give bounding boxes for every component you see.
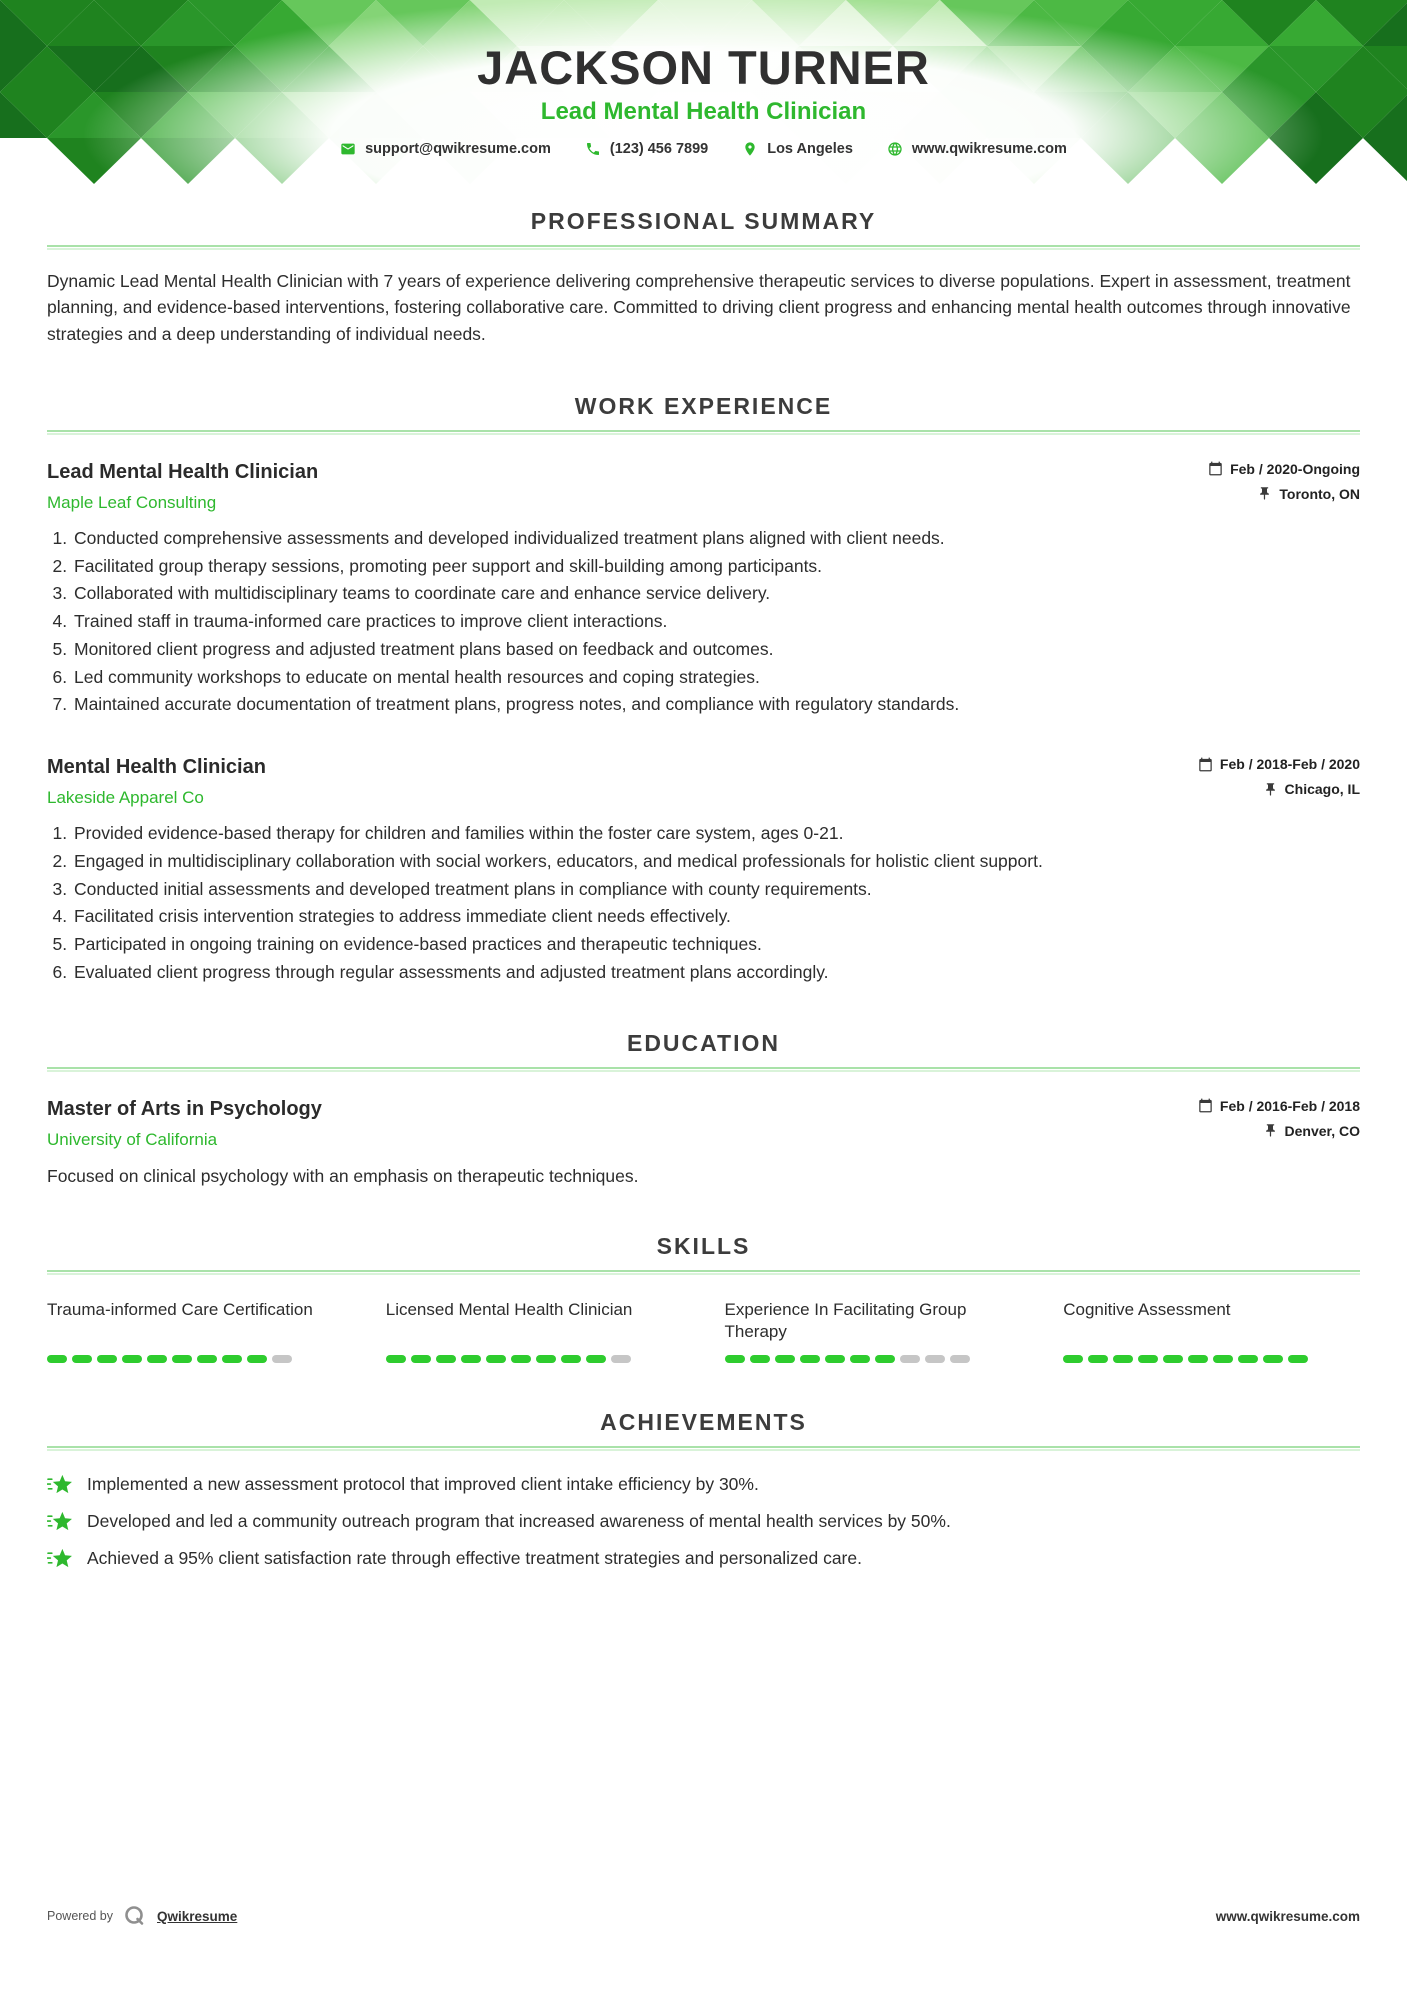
skill-segment — [1288, 1355, 1308, 1363]
calendar-icon — [1198, 1098, 1213, 1113]
contact-email-text: support@qwikresume.com — [365, 141, 551, 157]
skill-segment — [511, 1355, 531, 1363]
qwikresume-link[interactable]: Qwikresume — [157, 1908, 238, 1924]
job-location — [1263, 781, 1360, 797]
summary-text: Dynamic Lead Mental Health Clinician with 7 years of experience delivering comprehensive therapeutic services to diverse populations. Expert in assessment, treatment planning, and evidence-based interventions, fostering collaborative care. Committed to driving client progress and enhancing mental health outcomes through innovative strategies and a deep understanding of individual needs. — [47, 271, 1351, 344]
education-dates — [1198, 1098, 1360, 1114]
skill-segment — [900, 1355, 920, 1363]
skill-segment — [222, 1355, 242, 1363]
contact-bar — [0, 141, 1407, 157]
section-rule — [47, 1446, 1360, 1451]
skill-segment — [1163, 1355, 1183, 1363]
education-description: Focused on clinical psychology with an emphasis on therapeutic techniques. — [47, 1165, 639, 1186]
summary-heading: PROFESSIONAL SUMMARY — [530, 208, 877, 234]
skill-segment — [386, 1355, 406, 1363]
skill-segment — [97, 1355, 117, 1363]
skill-segment — [247, 1355, 267, 1363]
skill-segment — [1088, 1355, 1108, 1363]
job-title: Mental Health Clinician — [47, 756, 266, 778]
skill-segment — [1063, 1355, 1083, 1363]
education-heading: EDUCATION — [626, 1029, 780, 1056]
job-company: Maple Leaf Consulting — [47, 492, 217, 512]
education-location-text: Denver, CO — [1284, 1122, 1360, 1139]
school-name: University of California — [47, 1129, 218, 1149]
skill-label: Licensed Mental Health Clinician — [385, 1299, 633, 1319]
section-summary — [47, 208, 1360, 347]
education-location — [1263, 1123, 1360, 1139]
skill-segment — [725, 1355, 745, 1363]
globe-icon — [887, 141, 903, 157]
skill-item — [1063, 1299, 1360, 1363]
job-dates — [1198, 756, 1360, 772]
skill-bar — [47, 1355, 344, 1363]
job-company: Lakeside Apparel Co — [47, 788, 204, 807]
skill-label: Cognitive Assessment — [1063, 1299, 1231, 1319]
skill-item — [725, 1299, 1022, 1363]
skill-segment — [586, 1355, 606, 1363]
calendar-icon — [1208, 461, 1223, 476]
education-dates-text: Feb / 2016-Feb / 2018 — [1219, 1097, 1360, 1114]
work-heading: WORK EXPERIENCE — [574, 392, 833, 419]
skill-bar — [1063, 1355, 1360, 1363]
section-rule — [47, 245, 1360, 250]
job-bullet: 1. Provided evidence-based therapy for children and families within the foster care system, ages 0-21. — [72, 822, 1360, 845]
skill-segment — [1113, 1355, 1133, 1363]
job-bullet: 1. Conducted comprehensive assessments and developed individualized treatment plans aligned with client needs. — [72, 527, 1360, 550]
resume-body — [0, 208, 1407, 1570]
section-rule — [47, 430, 1360, 435]
job-bullet: 5. Participated in ongoing training on evidence-based practices and therapeutic techniques. — [72, 933, 1360, 956]
skill-segment — [800, 1355, 820, 1363]
skill-segment — [875, 1355, 895, 1363]
job-location-text: Toronto, ON — [1279, 485, 1360, 502]
skill-segment — [611, 1355, 631, 1363]
job-dates — [1208, 461, 1360, 477]
skill-segment — [436, 1355, 456, 1363]
degree-title: Master of Arts in Psychology — [47, 1097, 322, 1120]
contact-website-text: www.qwikresume.com — [911, 141, 1067, 157]
skill-label: Trauma-informed Care Certification — [47, 1299, 313, 1319]
skill-segment — [825, 1355, 845, 1363]
phone-icon — [585, 141, 601, 157]
job-bullet: 2. Engaged in multidisciplinary collaboration with social workers, educators, and medical professionals for holistic client support. — [72, 850, 1360, 873]
job-titles — [47, 756, 266, 808]
achievement-text: Developed and led a community outreach program that increased awareness of mental health services by 50%. — [87, 1510, 951, 1531]
skill-segment — [486, 1355, 506, 1363]
achievements-heading: ACHIEVEMENTS — [600, 1408, 807, 1435]
job — [47, 461, 1360, 716]
star-icon — [47, 1547, 72, 1570]
job-title: Lead Mental Health Clinician — [47, 460, 319, 483]
pushpin-icon — [1263, 1123, 1278, 1138]
job-bullet: 6. Led community workshops to educate on mental health resources and coping strategies. — [72, 666, 1360, 689]
job-bullets — [47, 822, 1360, 984]
candidate-title: Lead Mental Health Clinician — [540, 98, 867, 125]
skill-segment — [950, 1355, 970, 1363]
skill-item — [47, 1299, 344, 1363]
skill-segment — [461, 1355, 481, 1363]
section-achievements — [47, 1409, 1360, 1570]
skill-segment — [850, 1355, 870, 1363]
job-dates-text: Feb / 2020-Ongoing — [1230, 460, 1360, 477]
job-bullet: 4. Facilitated crisis intervention strategies to address immediate client needs effectively. — [72, 905, 1360, 928]
footer-brand-group — [47, 1904, 237, 1928]
job-header — [47, 756, 1360, 808]
contact-website[interactable] — [887, 141, 1067, 157]
skills-heading: SKILLS — [656, 1232, 751, 1259]
job-bullet: 5. Monitored client progress and adjusted treatment plans based on feedback and outcomes. — [72, 638, 1360, 661]
footer-website[interactable]: www.qwikresume.com — [1215, 1908, 1360, 1924]
skill-segment — [1263, 1355, 1283, 1363]
skill-segment — [561, 1355, 581, 1363]
skill-segment — [775, 1355, 795, 1363]
achievements-list — [47, 1473, 1360, 1570]
job-meta — [1208, 461, 1360, 502]
job-bullets — [47, 527, 1360, 716]
job-bullet: 4. Trained staff in trauma-informed care practices to improve client interactions. — [72, 610, 1360, 633]
skill-bar — [725, 1355, 1022, 1363]
powered-by-label: Powered by — [47, 1909, 114, 1923]
skill-segment — [72, 1355, 92, 1363]
achievement-item — [47, 1547, 1360, 1570]
contact-location-text: Los Angeles — [767, 141, 853, 157]
star-icon — [47, 1510, 72, 1533]
skill-segment — [536, 1355, 556, 1363]
job-location — [1257, 486, 1360, 502]
job-header — [47, 461, 1360, 513]
skill-segment — [1238, 1355, 1258, 1363]
job-dates-text: Feb / 2018-Feb / 2020 — [1219, 756, 1360, 772]
education-header — [47, 1098, 1360, 1150]
skill-segment — [1188, 1355, 1208, 1363]
job-location-text: Chicago, IL — [1284, 781, 1360, 797]
achievement-item — [47, 1473, 1360, 1496]
header — [0, 0, 1407, 190]
skill-item — [386, 1299, 683, 1363]
skill-segment — [925, 1355, 945, 1363]
footer — [47, 1904, 1360, 1928]
calendar-icon — [1198, 757, 1213, 772]
skill-segment — [172, 1355, 192, 1363]
achievement-text: Implemented a new assessment protocol that improved client intake efficiency by 30%. — [87, 1473, 759, 1494]
candidate-name: JACKSON TURNER — [477, 41, 930, 94]
skill-label: Experience In Facilitating Group Therapy — [724, 1299, 967, 1342]
skill-bar — [386, 1355, 683, 1363]
skills-grid — [47, 1299, 1360, 1363]
section-skills — [47, 1233, 1360, 1363]
skill-segment — [47, 1355, 67, 1363]
contact-email[interactable] — [340, 141, 551, 157]
job-bullet: 6. Evaluated client progress through regular assessments and adjusted treatment plans accordingly. — [72, 961, 1360, 984]
skill-segment — [750, 1355, 770, 1363]
achievement-text: Achieved a 95% client satisfaction rate through effective treatment strategies and personalized care. — [87, 1547, 862, 1568]
contact-phone-text: (123) 456 7899 — [609, 141, 709, 157]
education-entry — [47, 1098, 1360, 1187]
skill-segment — [122, 1355, 142, 1363]
q-logo-icon — [123, 1904, 147, 1928]
section-rule — [47, 1067, 1360, 1072]
email-icon — [340, 141, 356, 157]
skill-segment — [272, 1355, 292, 1363]
skill-segment — [1138, 1355, 1158, 1363]
education-meta — [1198, 1098, 1360, 1139]
education-titles — [47, 1098, 322, 1150]
pushpin-icon — [1257, 486, 1272, 501]
achievement-item — [47, 1510, 1360, 1533]
header-pattern — [0, 0, 1407, 190]
skill-segment — [411, 1355, 431, 1363]
section-rule — [47, 1270, 1360, 1275]
location-pin-icon — [742, 141, 758, 157]
skill-segment — [147, 1355, 167, 1363]
star-icon — [47, 1473, 72, 1496]
section-work — [47, 393, 1360, 984]
job-titles — [47, 461, 318, 513]
job-meta — [1198, 756, 1360, 797]
job-bullet: 2. Facilitated group therapy sessions, promoting peer support and skill-building among participants. — [72, 555, 1360, 578]
pushpin-icon — [1263, 782, 1278, 797]
section-education — [47, 1030, 1360, 1187]
job-bullet: 3. Collaborated with multidisciplinary teams to coordinate care and enhance service delivery. — [72, 582, 1360, 605]
job — [47, 756, 1360, 984]
skill-segment — [197, 1355, 217, 1363]
job-bullet: 3. Conducted initial assessments and developed treatment plans in compliance with county requirements. — [72, 878, 1360, 901]
contact-location — [742, 141, 853, 157]
job-bullet: 7. Maintained accurate documentation of treatment plans, progress notes, and compliance with regulatory standards. — [72, 693, 1360, 716]
skill-segment — [1213, 1355, 1233, 1363]
contact-phone[interactable] — [585, 141, 708, 157]
